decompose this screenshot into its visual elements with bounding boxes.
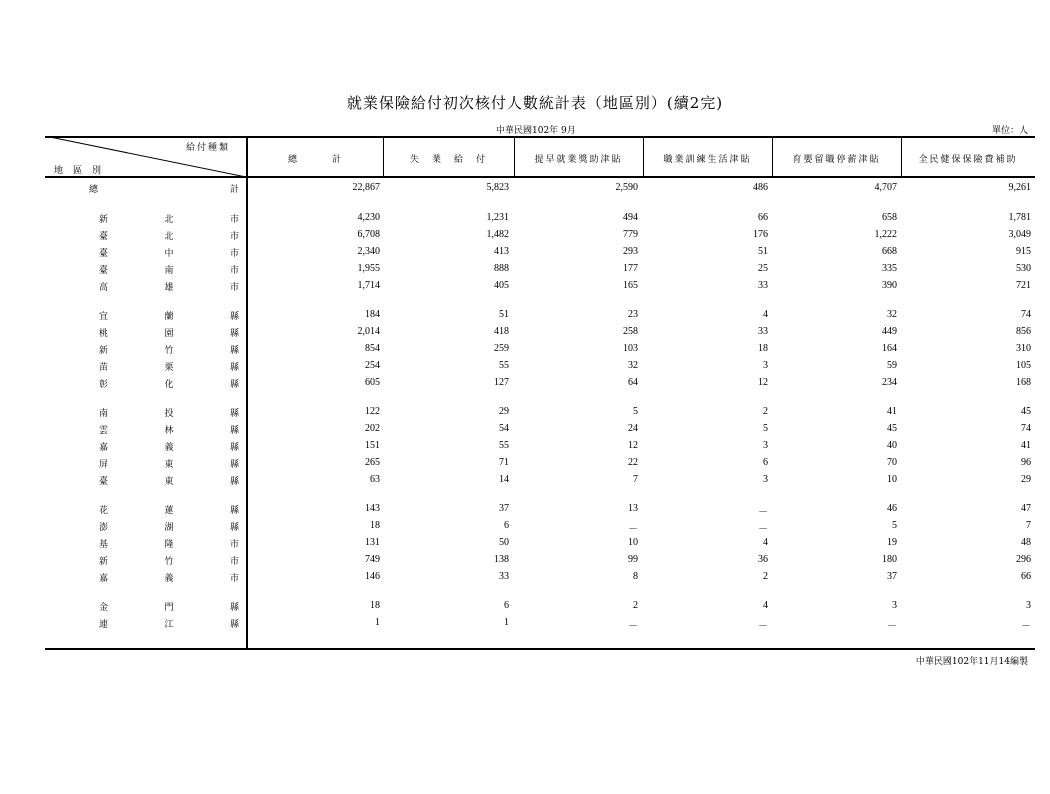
column-header: 全民健保保險費補助 (918, 155, 1018, 165)
table-row (45, 440, 1035, 456)
table-cell: 51 (499, 309, 509, 320)
table-cell: 70 (887, 457, 897, 468)
table-cell: 45 (887, 423, 897, 434)
header-rule-double (45, 177, 1035, 178)
table-cell: － (887, 621, 897, 632)
table-cell: － (628, 524, 638, 535)
table-cell: 99 (628, 554, 638, 565)
column-header: 總 計 (287, 155, 343, 165)
table-cell: 32 (628, 360, 638, 371)
table-cell: 449 (882, 326, 897, 337)
table-cell: 390 (882, 280, 897, 291)
table-cell: 74 (1021, 309, 1031, 320)
table-cell: － (758, 621, 768, 632)
table-cell: 486 (753, 182, 768, 193)
region-name: 雲 林 縣 (99, 426, 239, 436)
corner-label-region: 地區別 (54, 166, 112, 176)
table-cell: 2 (763, 571, 768, 582)
table-cell: 5 (763, 423, 768, 434)
table-cell: 122 (365, 406, 380, 417)
table-cell: 3 (892, 600, 897, 611)
table-cell: 33 (758, 326, 768, 337)
region-name: 南 投 縣 (99, 409, 239, 419)
table-cell: 6 (504, 520, 509, 531)
table-cell: 4 (763, 600, 768, 611)
table-cell: 40 (887, 440, 897, 451)
table-cell: 25 (758, 263, 768, 274)
table-cell: 177 (623, 263, 638, 274)
table-cell: 658 (882, 212, 897, 223)
table-cell: 296 (1016, 554, 1031, 565)
table-cell: 335 (882, 263, 897, 274)
table-cell: 2 (633, 600, 638, 611)
table-cell: 1,482 (486, 229, 509, 240)
table-row (45, 600, 1035, 616)
table-row (45, 360, 1035, 376)
table-row (45, 537, 1035, 553)
table-cell: 59 (887, 360, 897, 371)
column-divider (383, 137, 384, 177)
table-cell: 2,340 (357, 246, 380, 257)
total-row (45, 182, 1035, 198)
table-cell: 74 (1021, 423, 1031, 434)
table-cell: 131 (365, 537, 380, 548)
table-cell: 18 (370, 520, 380, 531)
table-cell: 413 (494, 246, 509, 257)
table-title: 就業保險給付初次核付人數統計表（地區別）(續2完) (346, 94, 724, 112)
table-cell: 36 (758, 554, 768, 565)
table-cell: 13 (628, 503, 638, 514)
table-cell: － (758, 524, 768, 535)
table-cell: 3 (763, 474, 768, 485)
table-cell: 8 (633, 571, 638, 582)
table-cell: 64 (628, 377, 638, 388)
table-cell: － (758, 507, 768, 518)
region-name: 臺 中 市 (99, 249, 239, 259)
column-divider (901, 137, 902, 177)
table-cell: 184 (365, 309, 380, 320)
table-cell: 66 (758, 212, 768, 223)
table-cell: 721 (1016, 280, 1031, 291)
column-header: 職業訓練生活津貼 (663, 155, 752, 165)
table-cell: 7 (633, 474, 638, 485)
column-divider (514, 137, 515, 177)
table-cell: 3 (763, 360, 768, 371)
table-cell: 46 (887, 503, 897, 514)
table-cell: 18 (758, 343, 768, 354)
table-cell: 41 (1021, 440, 1031, 451)
table-cell: 24 (628, 423, 638, 434)
table-cell: 1 (375, 617, 380, 628)
table-row (45, 263, 1035, 279)
table-row (45, 280, 1035, 296)
table-cell: 9,261 (1008, 182, 1031, 193)
region-name: 宜 蘭 縣 (99, 312, 239, 322)
table-row (45, 503, 1035, 519)
table-cell: － (628, 621, 638, 632)
column-header: 失 業 給 付 (409, 155, 487, 165)
table-cell: 3 (1026, 600, 1031, 611)
table-cell: 37 (499, 503, 509, 514)
table-cell: 265 (365, 457, 380, 468)
table-cell: 6 (504, 600, 509, 611)
table-cell: 2,014 (357, 326, 380, 337)
table-cell: 5,823 (486, 182, 509, 193)
compiled-date: 中華民國102年11月14編製 (915, 657, 1028, 667)
table-row (45, 326, 1035, 342)
table-cell: 143 (365, 503, 380, 514)
region-name: 高 雄 市 (99, 283, 239, 293)
table-row (45, 212, 1035, 228)
table-cell: 6,708 (357, 229, 380, 240)
table-cell: 6 (763, 457, 768, 468)
table-cell: 668 (882, 246, 897, 257)
region-name: 連 江 縣 (99, 620, 239, 630)
table-cell: 258 (623, 326, 638, 337)
table-row (45, 343, 1035, 359)
column-divider (772, 137, 773, 177)
table-row (45, 377, 1035, 393)
table-cell: 37 (887, 571, 897, 582)
table-cell: 29 (1021, 474, 1031, 485)
table-cell: 12 (628, 440, 638, 451)
corner-label-type: 給付種類 (186, 143, 231, 153)
table-cell: 66 (1021, 571, 1031, 582)
table-cell: 151 (365, 440, 380, 451)
table-cell: 1,781 (1008, 212, 1031, 223)
table-cell: 176 (753, 229, 768, 240)
region-name: 新 竹 市 (99, 557, 239, 567)
table-cell: 202 (365, 423, 380, 434)
table-cell: 23 (628, 309, 638, 320)
table-cell: 103 (623, 343, 638, 354)
table-row (45, 457, 1035, 473)
table-cell: 7 (1026, 520, 1031, 531)
table-cell: 1,222 (874, 229, 897, 240)
table-row (45, 474, 1035, 490)
region-name: 嘉 義 縣 (99, 443, 239, 453)
region-name: 嘉 義 市 (99, 574, 239, 584)
table-cell: 19 (887, 537, 897, 548)
table-cell: 138 (494, 554, 509, 565)
column-header: 育嬰留職停薪津貼 (792, 155, 881, 165)
table-cell: 4 (763, 309, 768, 320)
column-divider (643, 137, 644, 177)
table-cell: 51 (758, 246, 768, 257)
table-cell: 888 (494, 263, 509, 274)
table-cell: 5 (892, 520, 897, 531)
table-cell: 164 (882, 343, 897, 354)
table-cell: 749 (365, 554, 380, 565)
table-cell: 55 (499, 440, 509, 451)
table-cell: 259 (494, 343, 509, 354)
region-name: 金 門 縣 (99, 603, 239, 613)
table-cell: 1,231 (486, 212, 509, 223)
region-name: 屏 東 縣 (99, 460, 239, 470)
table-row (45, 246, 1035, 262)
table-cell: 48 (1021, 537, 1031, 548)
table-cell: 14 (499, 474, 509, 485)
table-cell: 605 (365, 377, 380, 388)
table-cell: 234 (882, 377, 897, 388)
region-name: 新 竹 縣 (99, 346, 239, 356)
table-cell: 3,049 (1008, 229, 1031, 240)
region-name: 臺 東 縣 (99, 477, 239, 487)
unit-label: 單位：人 (991, 126, 1028, 136)
region-name: 臺 南 市 (99, 266, 239, 276)
table-row (45, 309, 1035, 325)
table-cell: 293 (623, 246, 638, 257)
table-cell: 405 (494, 280, 509, 291)
table-cell: 71 (499, 457, 509, 468)
table-cell: 4 (763, 537, 768, 548)
table-cell: 41 (887, 406, 897, 417)
table-cell: 127 (494, 377, 509, 388)
table-cell: 54 (499, 423, 509, 434)
table-cell: 63 (370, 474, 380, 485)
table-cell: 96 (1021, 457, 1031, 468)
table-cell: 29 (499, 406, 509, 417)
table-cell: 22 (628, 457, 638, 468)
table-cell: 45 (1021, 406, 1031, 417)
table-cell: 779 (623, 229, 638, 240)
table-cell: 4,707 (874, 182, 897, 193)
table-cell: － (1021, 621, 1031, 632)
region-name: 基 隆 市 (99, 540, 239, 550)
table-cell: 254 (365, 360, 380, 371)
table-cell: 180 (882, 554, 897, 565)
table-cell: 4,230 (357, 212, 380, 223)
table-cell: 418 (494, 326, 509, 337)
region-name: 澎 湖 縣 (99, 523, 239, 533)
table-cell: 856 (1016, 326, 1031, 337)
table-cell: 168 (1016, 377, 1031, 388)
table-cell: 1 (504, 617, 509, 628)
table-cell: 1,955 (357, 263, 380, 274)
bottom-rule (45, 648, 1035, 650)
table-cell: 5 (633, 406, 638, 417)
column-header: 提早就業獎助津貼 (534, 155, 623, 165)
table-cell: 18 (370, 600, 380, 611)
region-name: 桃 園 縣 (99, 329, 239, 339)
region-name: 總 計 (89, 185, 239, 195)
region-name: 臺 北 市 (99, 232, 239, 242)
table-cell: 22,867 (352, 182, 380, 193)
table-cell: 33 (499, 571, 509, 582)
table-row (45, 520, 1035, 536)
table-cell: 50 (499, 537, 509, 548)
table-row (45, 229, 1035, 245)
table-cell: 10 (628, 537, 638, 548)
table-row (45, 423, 1035, 439)
table-cell: 10 (887, 474, 897, 485)
region-name: 苗 栗 縣 (99, 363, 239, 373)
table-row (45, 571, 1035, 587)
table-cell: 146 (365, 571, 380, 582)
table-cell: 2,590 (615, 182, 638, 193)
table-row (45, 617, 1035, 633)
table-cell: 32 (887, 309, 897, 320)
report-period: 中華民國102年 9月 (496, 126, 576, 136)
table-cell: 494 (623, 212, 638, 223)
table-cell: 33 (758, 280, 768, 291)
table-cell: 1,714 (357, 280, 380, 291)
table-cell: 105 (1016, 360, 1031, 371)
table-cell: 47 (1021, 503, 1031, 514)
table-cell: 12 (758, 377, 768, 388)
table-cell: 915 (1016, 246, 1031, 257)
table-cell: 2 (763, 406, 768, 417)
region-name: 彰 化 縣 (99, 380, 239, 390)
table-row (45, 406, 1035, 422)
table-row (45, 554, 1035, 570)
region-name: 花 蓮 縣 (99, 506, 239, 516)
table-cell: 165 (623, 280, 638, 291)
region-name: 新 北 市 (99, 215, 239, 225)
table-cell: 854 (365, 343, 380, 354)
table-cell: 55 (499, 360, 509, 371)
table-cell: 3 (763, 440, 768, 451)
table-cell: 310 (1016, 343, 1031, 354)
table-cell: 530 (1016, 263, 1031, 274)
